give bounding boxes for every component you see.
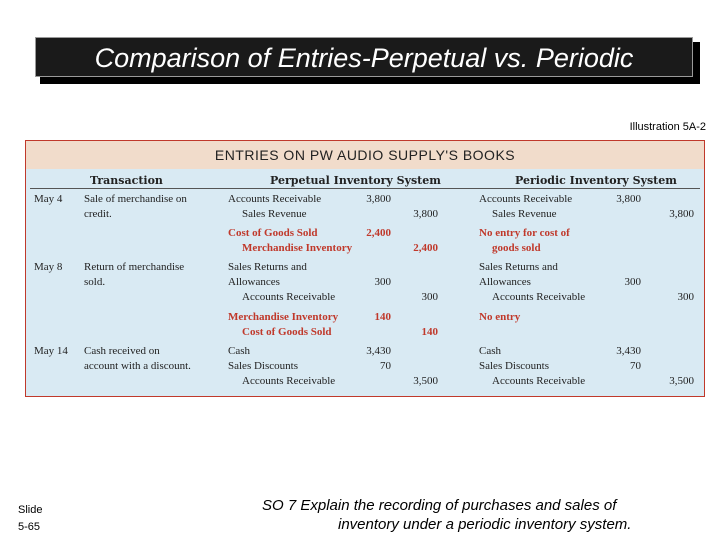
- column-transaction: Transaction: [90, 174, 163, 187]
- entries-panel: [25, 140, 705, 397]
- credit-amount: 2,400: [413, 242, 438, 254]
- illustration-label: Illustration 5A-2: [629, 121, 706, 133]
- header-rule: [30, 188, 700, 189]
- no-entry-note: No entry: [479, 311, 521, 323]
- debit-amount: 140: [374, 311, 391, 323]
- account-name: Accounts Receivable: [492, 375, 586, 387]
- panel-heading: ENTRIES ON PW AUDIO SUPPLY'S BOOKS: [26, 141, 704, 169]
- title-box: [35, 37, 693, 77]
- credit-amount: 140: [421, 326, 438, 338]
- no-entry-note: goods sold: [492, 242, 541, 254]
- debit-amount: 3,800: [616, 193, 641, 205]
- account-name: Sales Discounts: [479, 360, 549, 372]
- account-name: Merchandise Inventory: [228, 311, 339, 323]
- account-name: Cost of Goods Sold: [242, 326, 332, 338]
- debit-amount: 3,430: [616, 345, 641, 357]
- account-name: Accounts Receivable: [242, 375, 336, 387]
- debit-amount: 2,400: [366, 227, 391, 239]
- objective-line-2: inventory under a periodic inventory system.: [338, 516, 632, 533]
- no-entry-note: No entry for cost of: [479, 227, 570, 239]
- account-name: Cost of Goods Sold: [228, 227, 318, 239]
- debit-amount: 300: [374, 276, 391, 288]
- account-name: Sales Revenue: [242, 208, 307, 220]
- credit-amount: 3,500: [413, 375, 438, 387]
- row-date: May 8: [34, 261, 63, 273]
- account-name: Sales Discounts: [228, 360, 298, 372]
- account-name: Accounts Receivable: [492, 291, 586, 303]
- account-name: Accounts Receivable: [479, 193, 573, 205]
- credit-amount: 300: [421, 291, 438, 303]
- debit-amount: 70: [380, 360, 391, 372]
- account-name: Sales Returns and: [479, 261, 558, 273]
- transaction-text: credit.: [84, 208, 112, 220]
- credit-amount: 3,500: [669, 375, 694, 387]
- credit-amount: 300: [677, 291, 694, 303]
- transaction-text: Cash received on: [84, 345, 160, 357]
- account-name: Allowances: [479, 276, 531, 288]
- column-periodic: Periodic Inventory System: [515, 174, 677, 187]
- column-perpetual: Perpetual Inventory System: [270, 174, 441, 187]
- account-name: Cash: [479, 345, 501, 357]
- debit-amount: 3,430: [366, 345, 391, 357]
- credit-amount: 3,800: [669, 208, 694, 220]
- row-date: May 14: [34, 345, 68, 357]
- transaction-text: Return of merchandise: [84, 261, 185, 273]
- account-name: Accounts Receivable: [228, 193, 322, 205]
- transaction-text: account with a discount.: [84, 360, 191, 372]
- account-name: Sales Revenue: [492, 208, 557, 220]
- account-name: Sales Returns and: [228, 261, 307, 273]
- transaction-text: Sale of merchandise on: [84, 193, 187, 205]
- debit-amount: 3,800: [366, 193, 391, 205]
- slide-number-text: 5-65: [18, 521, 41, 533]
- objective-line-1: SO 7 Explain the recording of purchases and sales of: [262, 497, 617, 514]
- slide-title: Comparison of Entries-Perpetual vs. Periodic: [94, 43, 634, 73]
- slide-label-text: Slide: [18, 504, 43, 516]
- debit-amount: 300: [624, 276, 641, 288]
- slide-number: [18, 502, 42, 536]
- study-objective: [262, 496, 682, 534]
- debit-amount: 70: [630, 360, 641, 372]
- account-name: Allowances: [228, 276, 280, 288]
- account-name: Accounts Receivable: [242, 291, 336, 303]
- row-date: May 4: [34, 193, 63, 205]
- credit-amount: 3,800: [413, 208, 438, 220]
- account-name: Merchandise Inventory: [242, 242, 353, 254]
- transaction-text: sold.: [84, 276, 106, 288]
- account-name: Cash: [228, 345, 250, 357]
